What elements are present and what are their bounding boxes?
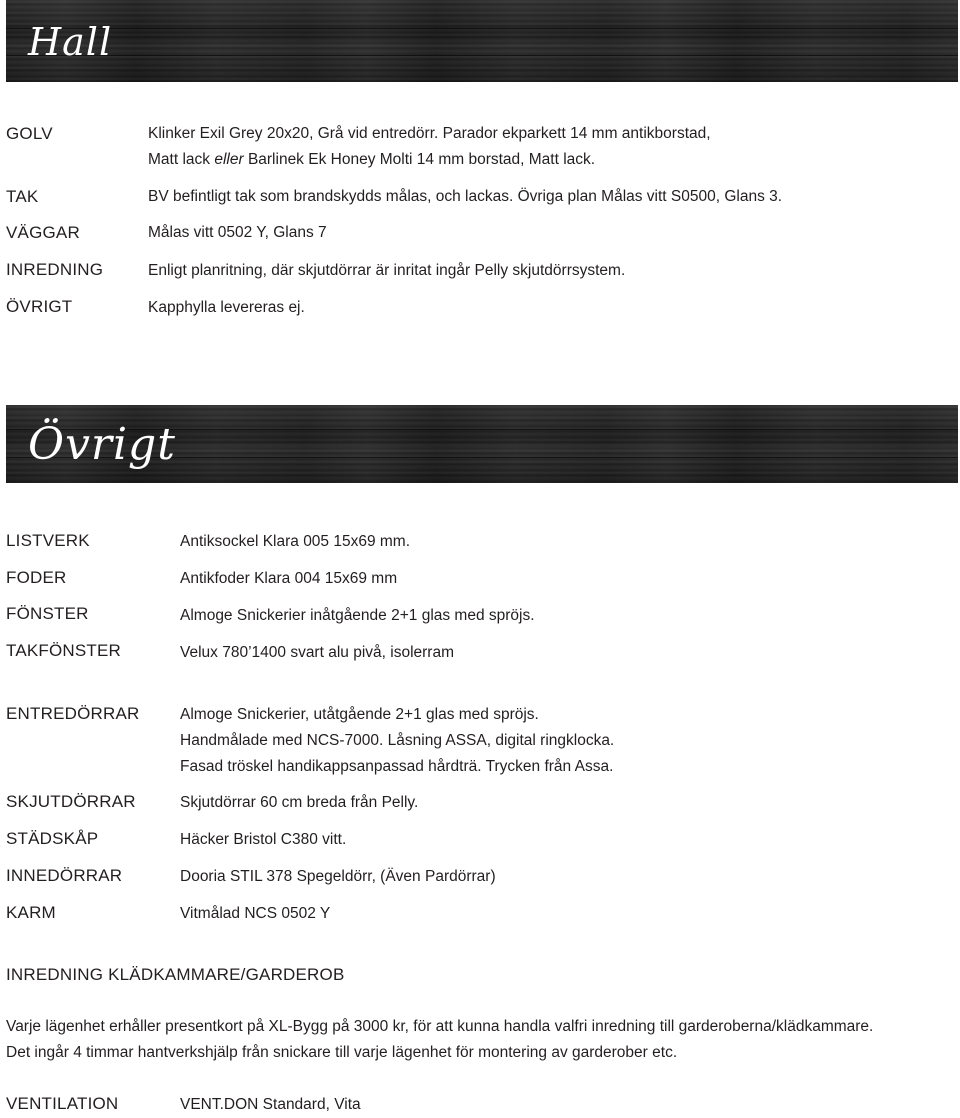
wood-seam xyxy=(6,28,958,29)
hall-title: Hall xyxy=(28,20,113,64)
karm-label: KARM xyxy=(6,903,56,922)
skjutdorrar-label: SKJUTDÖRRAR xyxy=(6,792,136,811)
entredorrar-line-2: Handmålade med NCS-7000. Låsning ASSA, digital ringklocka. xyxy=(180,732,615,749)
ovrigt-label: ÖVRIGT xyxy=(6,297,73,316)
wardrobe-line-1: Varje lägenhet erhåller presentkort på XL-Bygg på 3000 kr, för att kunna handla valfri inredning till garderoberna/klädkammare. xyxy=(6,1018,874,1035)
entredorrar-value xyxy=(180,702,614,780)
ovrigt-title: Övrigt xyxy=(28,419,176,470)
listverk-label: LISTVERK xyxy=(6,531,90,550)
golv-line-1: Klinker Exil Grey 20x20, Grå vid entredörr. Parador ekparkett 14 mm antikborstad, xyxy=(148,125,711,142)
listverk-value: Antiksockel Klara 005 15x69 mm. xyxy=(180,533,411,550)
inredning-label: INREDNING xyxy=(6,260,104,279)
entredorrar-line-1: Almoge Snickerier, utåtgående 2+1 glas med spröjs. xyxy=(180,706,539,723)
golv-value xyxy=(148,121,711,173)
wardrobe-line-2: Det ingår 4 timmar hantverkshjälp från snickare till varje lägenhet för montering av garderober etc. xyxy=(6,1044,678,1061)
stadskap-value: Häcker Bristol C380 vitt. xyxy=(180,831,347,848)
golv-line-2 xyxy=(148,147,711,173)
takfonster-label: TAKFÖNSTER xyxy=(6,641,122,660)
innedorrar-value: Dooria STIL 378 Spegeldörr, (Även Pardörrar) xyxy=(180,868,496,885)
inredning-value: Enligt planritning, där skjutdörrar är inritat ingår Pelly skjutdörrsystem. xyxy=(148,262,626,279)
wardrobe-text xyxy=(6,1014,873,1066)
fonster-label: FÖNSTER xyxy=(6,604,89,623)
tak-label: TAK xyxy=(6,187,39,206)
ventilation-value: VENT.DON Standard, Vita xyxy=(180,1096,361,1113)
hall-banner xyxy=(6,0,958,82)
skjutdorrar-value: Skjutdörrar 60 cm breda från Pelly. xyxy=(180,794,419,811)
innedorrar-label: INNEDÖRRAR xyxy=(6,866,123,885)
foder-label: FODER xyxy=(6,568,67,587)
stadskap-label: STÄDSKÅP xyxy=(6,829,99,848)
vaggar-value: Målas vitt 0502 Y, Glans 7 xyxy=(148,224,327,241)
golv-eller: eller xyxy=(214,151,244,168)
entredorrar-label: ENTREDÖRRAR xyxy=(6,704,140,723)
fonster-value: Almoge Snickerier inåtgående 2+1 glas med spröjs. xyxy=(180,607,535,624)
tak-value: BV befintligt tak som brandskydds målas, och lackas. Övriga plan Målas vitt S0500, Glans 3. xyxy=(148,188,783,205)
foder-value: Antikfoder Klara 004 15x69 mm xyxy=(180,570,398,587)
wood-seam xyxy=(6,55,958,56)
wardrobe-heading: INREDNING KLÄDKAMMARE/GARDEROB xyxy=(6,965,345,984)
takfonster-value: Velux 780’1400 svart alu pivå, isolerram xyxy=(180,644,454,661)
entredorrar-line-3: Fasad tröskel handikappsanpassad hårdträ. Trycken från Assa. xyxy=(180,758,614,775)
golv-label: GOLV xyxy=(6,124,53,143)
golv-line-2-b: Barlinek Ek Honey Molti 14 mm borstad, Matt lack. xyxy=(247,151,596,168)
vaggar-label: VÄGGAR xyxy=(6,223,80,242)
ovrigt-value: Kapphylla levereras ej. xyxy=(148,299,305,316)
ventilation-label: VENTILATION xyxy=(6,1094,119,1113)
karm-value: Vitmålad NCS 0502 Y xyxy=(180,905,331,922)
golv-line-2-a: Matt lack xyxy=(148,151,211,168)
ovrigt-banner xyxy=(6,405,958,483)
